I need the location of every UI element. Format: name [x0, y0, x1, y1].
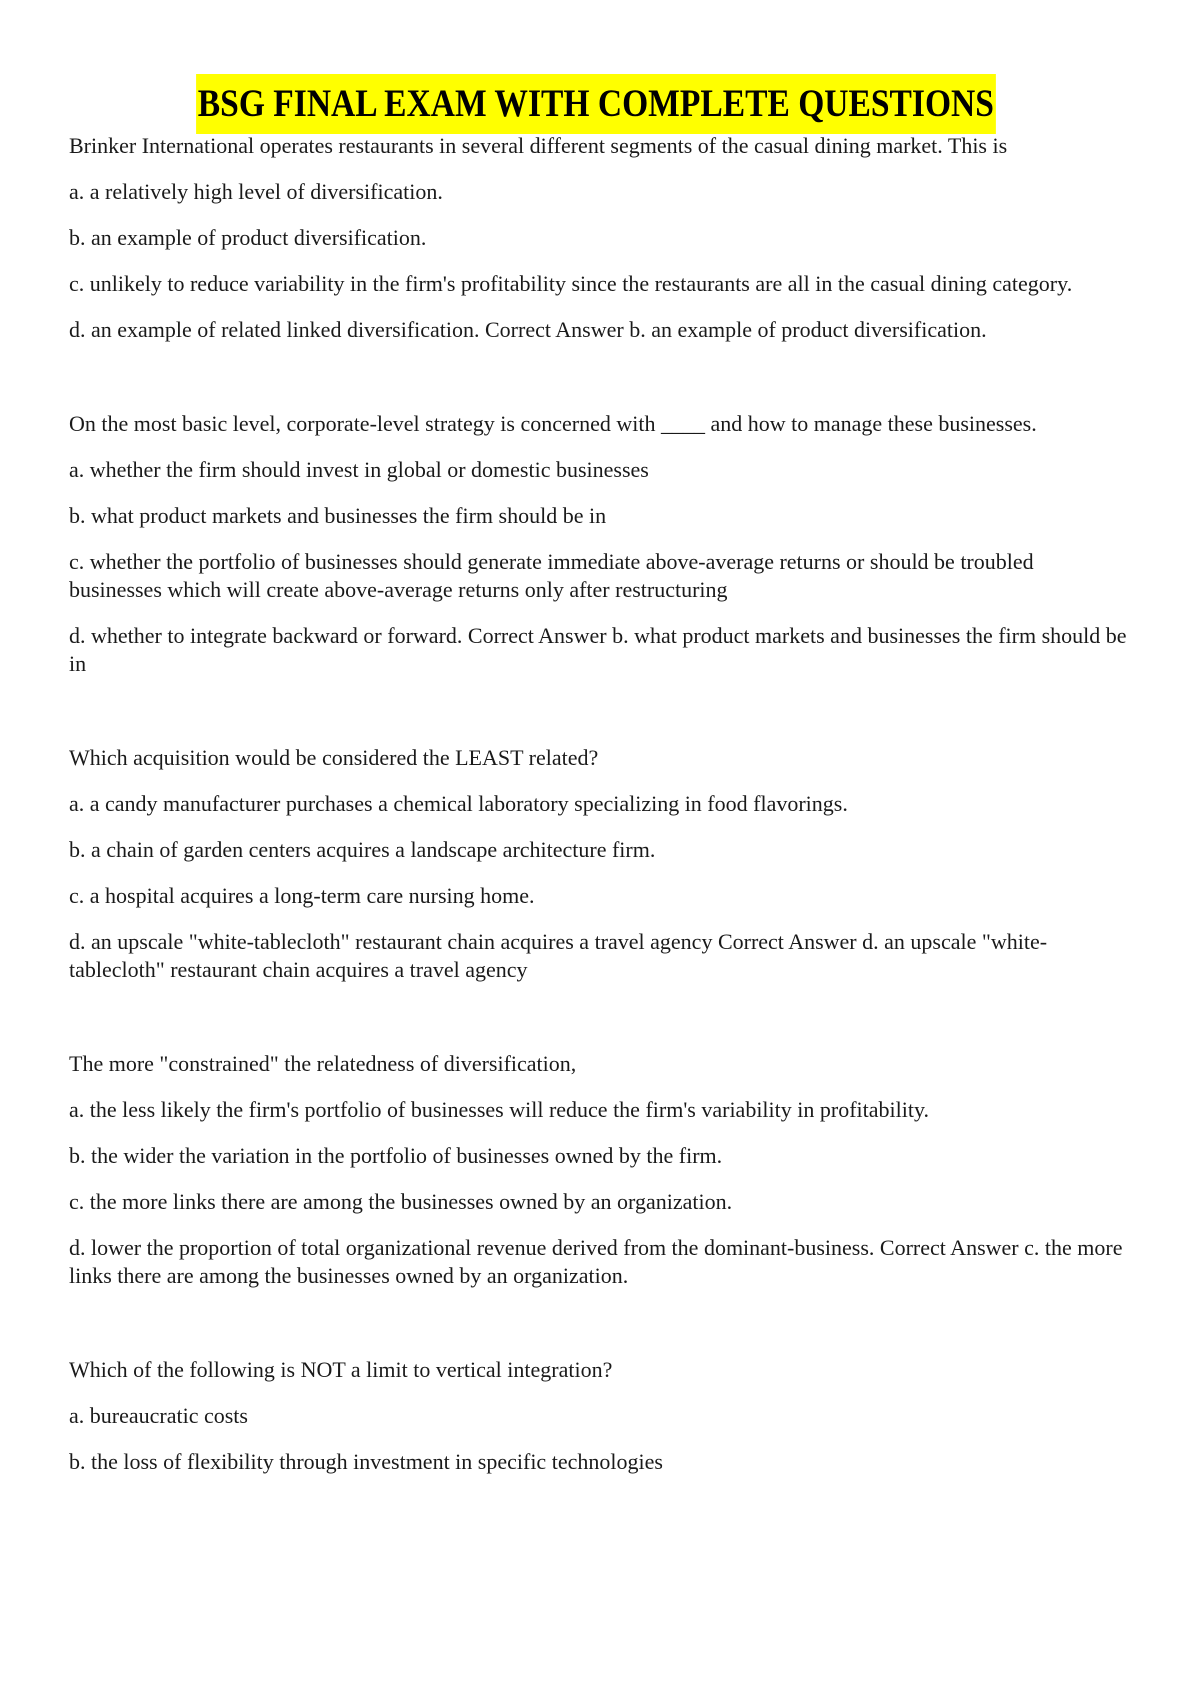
question-1: [69, 132, 1127, 344]
option-b: b. what product markets and businesses the firm should be in: [69, 503, 607, 528]
option-b: b. a chain of garden centers acquires a landscape architecture firm.: [69, 837, 656, 862]
option-d-answer: d. whether to integrate backward or forward. Correct Answer b. what product markets and businesses the firm should be in: [69, 623, 1127, 676]
option-b: b. the wider the variation in the portfolio of businesses owned by the firm.: [69, 1143, 723, 1168]
option-c: c. unlikely to reduce variability in the firm's profitability since the restaurants are all in the casual dining category.: [69, 271, 1073, 296]
option-a: a. a candy manufacturer purchases a chemical laboratory specializing in food flavorings.: [69, 791, 848, 816]
question-3: [69, 744, 1127, 984]
title-container: [0, 74, 1191, 134]
option-b: b. the loss of flexibility through investment in specific technologies: [69, 1449, 663, 1474]
option-a: a. the less likely the firm's portfolio of businesses will reduce the firm's variability in profitability.: [69, 1097, 930, 1122]
option-c: c. a hospital acquires a long-term care nursing home.: [69, 883, 535, 908]
option-c: c. whether the portfolio of businesses should generate immediate above-average returns or should be troubled businesses which will create above-average returns only after restructuring: [69, 549, 1034, 602]
question-2: [69, 410, 1127, 678]
question-5: [69, 1356, 1127, 1476]
question-stem: Brinker International operates restaurants in several different segments of the casual dining market. This is: [69, 133, 1008, 158]
option-d-answer: d. an example of related linked diversification. Correct Answer b. an example of product diversification.: [69, 317, 987, 342]
document-title: BSG FINAL EXAM WITH COMPLETE QUESTIONS: [196, 74, 996, 134]
question-4: [69, 1050, 1127, 1290]
option-a: a. a relatively high level of diversification.: [69, 179, 443, 204]
option-d-answer: d. lower the proportion of total organizational revenue derived from the dominant-business. Correct Answer c. the more links there are among the businesses owned by an organization.: [69, 1235, 1123, 1288]
option-a: a. whether the firm should invest in global or domestic businesses: [69, 457, 649, 482]
question-stem: Which acquisition would be considered the LEAST related?: [69, 745, 599, 770]
option-a: a. bureaucratic costs: [69, 1403, 248, 1428]
question-stem: Which of the following is NOT a limit to vertical integration?: [69, 1357, 613, 1382]
question-stem: On the most basic level, corporate-level strategy is concerned with ____ and how to manage these businesses.: [69, 411, 1037, 436]
option-c: c. the more links there are among the businesses owned by an organization.: [69, 1189, 733, 1214]
document-body: [69, 132, 1127, 1542]
option-d-answer: d. an upscale "white-tablecloth" restaurant chain acquires a travel agency Correct Answer d. an upscale "white-tablecloth" restaurant chain acquires a travel agency: [69, 929, 1048, 982]
option-b: b. an example of product diversification.: [69, 225, 427, 250]
question-stem: The more "constrained" the relatedness of diversification,: [69, 1051, 577, 1076]
